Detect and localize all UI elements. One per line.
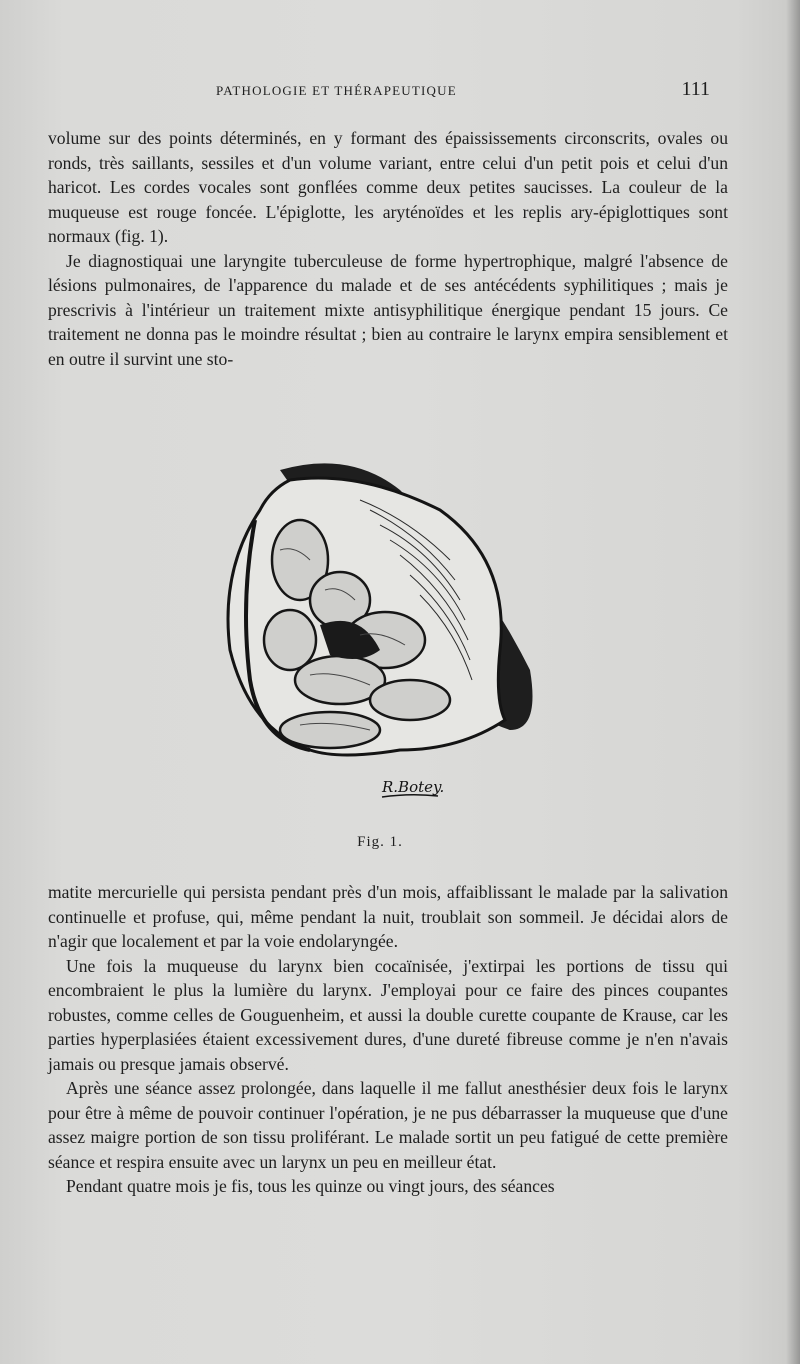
text-block-bottom	[48, 880, 728, 1199]
text-block-top	[48, 126, 728, 371]
paragraph: Pendant quatre mois je fis, tous les quinze ou vingt jours, des séances	[66, 1176, 555, 1196]
figure-caption: Fig. 1.	[357, 834, 403, 850]
paragraph: Une fois la muqueuse du larynx bien cocaïnisée, j'extirpai les portions de tissu qui encombraient le plus la lumière du larynx. J'employai pour ce faire des pinces coupantes robustes, comme celles de Gouguenheim, et aussi la double curette coupante de Krause, car les parties hyperplasiées étaient excessivement dures, d'une dureté fibreuse comme je n'en n'avais jamais ou presque jamais observé.	[48, 955, 728, 1074]
artist-signature: R.Botey.	[382, 778, 445, 796]
paragraph: matite mercurielle qui persista pendant près d'un mois, affaiblissant le malade par la salivation continuelle et profuse, qui, même pendant la nuit, troublait son sommeil. Je décidai alors de n'agir que localement et par la voie endolaryngée.	[48, 882, 728, 951]
larynx-illustration	[210, 450, 550, 820]
larynx-figure	[210, 450, 550, 820]
paragraph: Je diagnostiquai une laryngite tuberculeuse de forme hypertrophique, malgré l'absence de lésions pulmonaires, de l'apparence du malade et de ses antécédents syphilitiques ; mais je prescrivis à l'intérieur un traitement mixte antisyphilitique énergique pendant 15 jours. Ce traitement ne donna pas le moindre résultat ; bien au contraire le larynx empira sensiblement et en outre il survint une sto-	[48, 250, 728, 369]
paragraph: volume sur des points déterminés, en y formant des épaississements circonscrits, ovales ou ronds, très saillants, sessiles et d'un volume variant, entre celui d'un petit pois et celui d'un haricot. Les cordes vocales sont gonflées comme deux petites saucisses. La couleur de la muqueuse est rouge foncée. L'épiglotte, les aryténoïdes et les replis ary-épiglottiques sont normaux (fig. 1).	[48, 128, 728, 246]
paragraph: Après une séance assez prolongée, dans laquelle il me fallut anesthésier deux fois le larynx pour être à même de pouvoir continuer l'opération, je ne pus débarrasser la muqueuse que d'une assez maigre portion de son tissu proliférant. Le malade sortit un peu fatigué de cette première séance et respira ensuite avec un larynx un peu en meilleur état.	[48, 1078, 728, 1172]
running-head-title: PATHOLOGIE ET THÉRAPEUTIQUE	[216, 83, 457, 98]
running-head	[48, 78, 720, 102]
page-number: 111	[681, 78, 710, 100]
page-binding-shadow	[786, 0, 800, 1364]
